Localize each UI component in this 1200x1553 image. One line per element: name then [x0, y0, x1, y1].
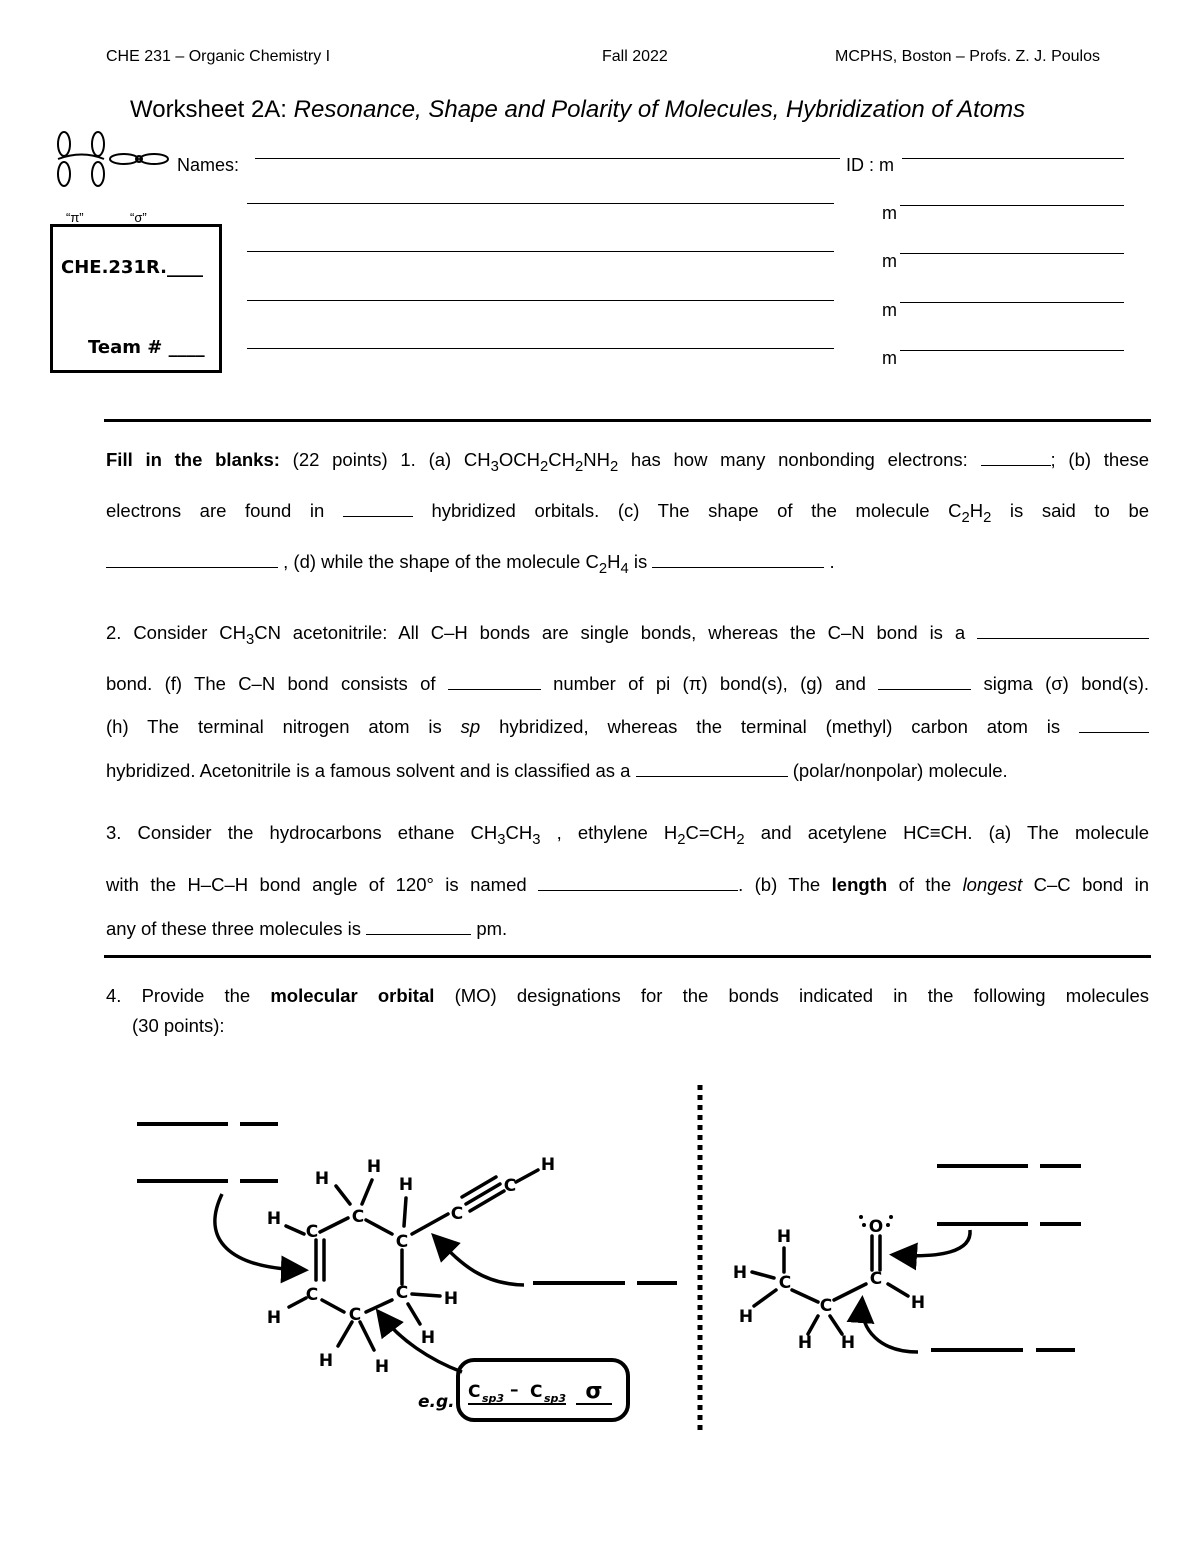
- atom-h: H: [910, 1293, 926, 1313]
- q3-text: C=CH: [685, 822, 737, 843]
- term-header: Fall 2022: [602, 48, 668, 65]
- q1-text: has how many nonbonding electrons:: [630, 449, 968, 470]
- q2-text: hybridized. Acetonitrile is a famous solvent and is classified as a: [106, 760, 631, 781]
- arrow-to-c-c-bond: [862, 1302, 918, 1352]
- q1-text: (22 points) 1. (a) CH: [292, 449, 491, 470]
- team-label: Team # ____: [88, 337, 205, 358]
- q2-text: hybridized, whereas the terminal (methyl) carbon atom is: [499, 716, 1061, 737]
- name-line-4[interactable]: [247, 300, 834, 301]
- divider-bottom: [104, 955, 1151, 958]
- m-prefix-3: m: [882, 251, 897, 271]
- q2-text: sigma (σ) bond(s).: [983, 673, 1149, 694]
- subscript: 2: [609, 459, 619, 476]
- blank-2e[interactable]: [977, 622, 1149, 639]
- subscript: 2: [677, 832, 686, 849]
- sigma-label: “σ”: [130, 210, 147, 225]
- q4-text: (30 points):: [132, 1015, 225, 1036]
- q3-text: with the H–C–H bond angle of 120° is named: [106, 874, 527, 895]
- arrow-to-co-double: [896, 1230, 970, 1256]
- propanal-bonds: [752, 1236, 908, 1334]
- atom-c: C: [395, 1283, 409, 1303]
- course-header: CHE 231 – Organic Chemistry I: [106, 48, 331, 65]
- atom-h: H: [266, 1308, 282, 1328]
- blank-1a[interactable]: [981, 449, 1051, 466]
- blank-2h[interactable]: [1079, 716, 1149, 733]
- m-prefix-2: m: [882, 203, 897, 223]
- propanal-atom-labels: [733, 1217, 925, 1353]
- atom-h: H: [776, 1227, 792, 1247]
- atom-c: C: [305, 1285, 319, 1305]
- q3-bold: length: [831, 874, 888, 895]
- page-title: [130, 96, 1140, 124]
- q3-text: of the: [898, 874, 952, 895]
- q1-text: NH: [583, 449, 610, 470]
- atom-c: C: [869, 1269, 883, 1289]
- arrow-to-c-alkyne: [436, 1238, 524, 1285]
- q1-line-2: [106, 500, 1150, 527]
- q1-text: electrons are found in: [106, 500, 325, 521]
- q3-text: pm.: [476, 918, 508, 939]
- q1-text: is said to be: [1009, 500, 1150, 521]
- q1-text: H: [607, 551, 621, 572]
- blank-3b[interactable]: [366, 918, 471, 935]
- q3-text: 3. Consider the hydrocarbons ethane CH: [106, 822, 498, 843]
- atom-c: C: [305, 1222, 319, 1242]
- q2-text: number of pi (π) bond(s), (g) and: [553, 673, 866, 694]
- atom-h: H: [540, 1155, 556, 1175]
- q3-italic: longest: [962, 874, 1023, 895]
- subscript: 2: [961, 510, 970, 527]
- name-line-2[interactable]: [247, 203, 834, 204]
- q1-line-1: [106, 449, 1150, 476]
- blank-1c[interactable]: [106, 551, 278, 568]
- q2-line-2: [106, 673, 1149, 694]
- atom-h: H: [266, 1209, 282, 1229]
- example-prefix: e.g.: [418, 1392, 455, 1412]
- id-line-3[interactable]: [900, 253, 1124, 254]
- atom-h: H: [374, 1357, 390, 1377]
- q3-line-2: [106, 874, 1149, 895]
- arrow-to-cc-double: [215, 1194, 302, 1270]
- atom-h: H: [443, 1289, 459, 1309]
- blank-2f[interactable]: [448, 673, 541, 690]
- atom-h: H: [797, 1333, 813, 1353]
- divider-top: [104, 419, 1151, 422]
- q3-line-3: [106, 918, 1149, 939]
- subscript: 4: [620, 561, 629, 578]
- q1-text: CH: [548, 449, 575, 470]
- blank-2i[interactable]: [636, 760, 788, 777]
- atom-h: H: [732, 1263, 748, 1283]
- q3-line-1: [106, 822, 1150, 849]
- atom-c: C: [778, 1273, 792, 1293]
- id-label: ID : m: [846, 155, 894, 175]
- q2-line-3: [106, 716, 1149, 737]
- blank-3a[interactable]: [538, 874, 738, 891]
- example-c2: C: [530, 1382, 543, 1402]
- q1-text: .: [829, 551, 835, 572]
- names-label: Names:: [177, 155, 240, 175]
- molecule-figure: [0, 1070, 1200, 1450]
- q4-line-1: [106, 986, 1149, 1006]
- q1-text: OCH: [498, 449, 540, 470]
- q3-text: C–C bond in: [1033, 874, 1150, 895]
- q1-text: ; (b) these: [1050, 449, 1150, 470]
- blank-1d[interactable]: [652, 551, 824, 568]
- example-dash: –: [510, 1380, 519, 1400]
- q2-line-4: [106, 760, 1149, 781]
- id-line-2[interactable]: [900, 205, 1124, 206]
- pi-label: “π”: [66, 210, 84, 225]
- atom-c: C: [450, 1204, 464, 1224]
- section-label: CHE.231R.____: [61, 257, 204, 278]
- q2-text: bond. (f) The C–N bond consists of: [106, 673, 436, 694]
- q1-lead: Fill in the blanks:: [106, 449, 280, 470]
- atom-c: C: [348, 1305, 362, 1325]
- atom-o: O: [868, 1217, 884, 1237]
- q1-line-3: [106, 551, 1149, 578]
- ring-bonds: [286, 1170, 538, 1350]
- subscript: 2: [736, 832, 745, 849]
- atom-h: H: [318, 1351, 334, 1371]
- subscript: 3: [245, 632, 255, 649]
- q2-line-1: [106, 622, 1149, 649]
- atom-h: H: [398, 1175, 414, 1195]
- example-sigma: σ: [585, 1379, 603, 1404]
- subscript: 3: [497, 832, 506, 849]
- name-line-1[interactable]: [255, 158, 840, 159]
- title-bold: Worksheet 2A:: [130, 96, 287, 123]
- subscript: 3: [532, 832, 541, 849]
- example-hyb1: sp3: [482, 1392, 505, 1405]
- q2-text: (h) The terminal nitrogen atom is: [106, 716, 442, 737]
- q4-bold: molecular orbital: [270, 985, 435, 1006]
- atom-h: H: [314, 1169, 330, 1189]
- subscript: 2: [540, 459, 549, 476]
- id-line-1[interactable]: [902, 158, 1124, 159]
- q1-text: H: [969, 500, 984, 521]
- q3-text: , ethylene H: [556, 822, 678, 843]
- q3-text: and acetylene HC≡CH. (a) The molecule: [760, 822, 1150, 843]
- q1-text: hybridized orbitals. (c) The shape of the molecule C: [431, 500, 962, 521]
- q4-text: 4. Provide the: [106, 985, 251, 1006]
- name-line-3[interactable]: [247, 251, 834, 252]
- q2-text: CN acetonitrile: All C–H bonds are single bonds, whereas the C–N bond is a: [254, 622, 966, 643]
- id-line-4[interactable]: [900, 302, 1124, 303]
- q4-line-2: [132, 1016, 1175, 1036]
- q2-italic: sp: [460, 716, 481, 737]
- q1-text: is: [633, 551, 648, 572]
- example-hyb2: sp3: [544, 1392, 567, 1405]
- m-prefix-5: m: [882, 348, 897, 368]
- atom-h: H: [840, 1333, 856, 1353]
- q3-text: any of these three molecules is: [106, 918, 362, 939]
- q3-text: . (b) The: [738, 874, 821, 895]
- q2-text: 2. Consider CH: [106, 622, 246, 643]
- id-line-5[interactable]: [900, 350, 1124, 351]
- subscript: 3: [490, 459, 499, 476]
- atom-h: H: [420, 1328, 436, 1348]
- subscript: 2: [574, 459, 584, 476]
- school-header: MCPHS, Boston – Profs. Z. J. Poulos: [835, 48, 1100, 65]
- atom-c: C: [819, 1296, 833, 1316]
- m-prefix-4: m: [882, 300, 897, 320]
- blank-1b[interactable]: [343, 500, 413, 517]
- atom-h: H: [738, 1307, 754, 1327]
- q2-text: (polar/nonpolar) molecule.: [792, 760, 1008, 781]
- atom-c: C: [351, 1207, 365, 1227]
- title-italic: Resonance, Shape and Polarity of Molecules, Hybridization of Atoms: [293, 96, 1026, 123]
- blank-2g[interactable]: [878, 673, 971, 690]
- subscript: 2: [598, 561, 608, 578]
- q3-text: CH: [505, 822, 533, 843]
- name-line-5[interactable]: [247, 348, 834, 349]
- q4-text: (MO) designations for the bonds indicated in the following molecules: [454, 985, 1150, 1006]
- subscript: 2: [983, 510, 992, 527]
- q1-text: , (d) while the shape of the molecule C: [283, 551, 599, 572]
- example-c1: C: [468, 1382, 481, 1402]
- atom-c: C: [503, 1176, 517, 1196]
- orbital-icon: [52, 130, 177, 192]
- atom-h: H: [366, 1157, 382, 1177]
- atom-c: C: [395, 1232, 409, 1252]
